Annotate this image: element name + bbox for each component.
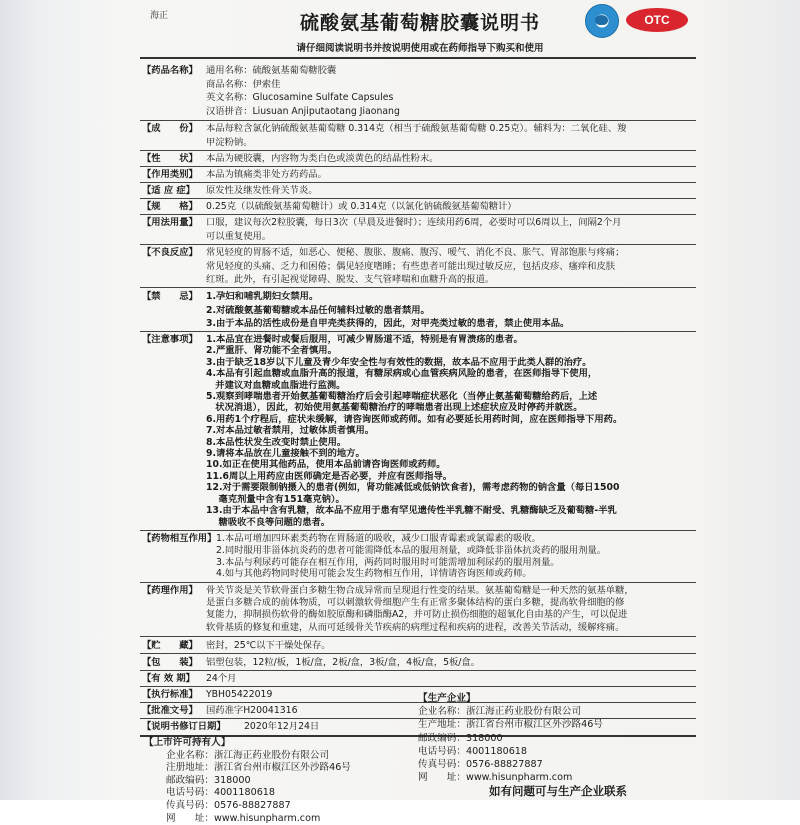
divider	[140, 582, 696, 583]
section-body	[206, 246, 694, 287]
license-holder-block	[144, 737, 351, 825]
section-label: 【药理作用】	[142, 585, 198, 596]
text-line: 骨关节炎是关节软骨蛋白多糖生物合成异常而呈现退行性变的结果。氨基葡萄糖是一种天然的氨基单糖，	[206, 585, 634, 596]
text-line: 5.观察到哮喘患者开始氨基葡萄糖治疗后会引起哮喘症状恶化（当停止氨基葡萄糖给药后，上述	[206, 391, 598, 403]
section-label: 【适 应 症】	[142, 185, 195, 196]
section-body	[206, 656, 694, 670]
divider	[140, 198, 696, 199]
section-label: 【禁 忌】	[142, 291, 198, 302]
text-line: 传真号码：0576-88827887	[166, 799, 291, 811]
divider	[140, 636, 696, 637]
section-label: 【规 格】	[142, 201, 198, 212]
text-line: 是蛋白多糖合成的前体物质，可以刺激软骨细胞产生有正常多聚体结构的蛋白多糖，提高软骨细胞的修	[206, 597, 625, 609]
divider	[140, 214, 696, 215]
text-line: 常见轻度的胃肠不适，如恶心、便秘、腹胀、腹痛、腹泻、嗳气、消化不良、胀气、胃部饱胀与疼痛；	[206, 247, 625, 258]
otc-logo: OTC	[626, 8, 688, 32]
divider	[140, 182, 696, 183]
text-line: 红斑。此外，有引起视觉障碍、脱发、支气管哮喘和血糖升高的报道。	[206, 274, 495, 285]
divider	[140, 653, 696, 654]
text-line: 网 址：www.hisunpharm.com	[418, 772, 573, 784]
text-line: 毫克剂量中含有151毫克钠）。	[206, 493, 345, 505]
section-body	[206, 334, 694, 528]
text-line: 13.由于本品中含有乳糖，故本品不应用于患有罕见遗传性半乳糖不耐受、乳糖酶缺乏及葡萄糖-半乳	[206, 505, 617, 517]
section-body	[206, 184, 694, 198]
text-line: 本品为镇痛类非处方药药品。	[206, 169, 327, 180]
text-line: 0.25克（以硫酸氨基葡萄糖计）或 0.314克（以氯化钠硫酸氨基葡萄糖计）	[206, 201, 517, 212]
text-line: 通用名称：硫酸氨基葡萄糖胶囊	[206, 65, 337, 76]
text-line: 铝塑包装，12粒/板，1板/盒，2板/盒，3板/盒，4板/盒，5板/盒。	[206, 657, 481, 668]
section-label: 【注意事项】	[142, 334, 198, 345]
text-line: 电话号码：4001180618	[418, 745, 528, 757]
section-body	[206, 168, 694, 182]
text-line: 1.本品宜在进餐时或餐后服用，可减少胃肠道不适，特别是有胃溃疡的患者。	[206, 334, 523, 345]
section-label: 【用法用量】	[142, 217, 198, 228]
section-body	[206, 216, 694, 243]
section-body	[206, 152, 694, 166]
section-body	[206, 290, 694, 331]
text-line: 8.本品性状发生改变时禁止使用。	[206, 436, 347, 448]
section-body	[206, 200, 694, 214]
section-label: 【成 份】	[142, 123, 198, 134]
leaflet-sheet	[140, 0, 700, 824]
text-line: 10.如正在使用其他药品，使用本品前请咨询医师或药师。	[206, 459, 446, 471]
text-line: 邮政编码：318000	[418, 732, 503, 744]
text-line: 商品名称：伊索佳	[206, 78, 281, 90]
divider	[140, 57, 696, 59]
text-line: 邮政编码：318000	[166, 774, 251, 786]
text-line: 复能力，抑制损伤软骨的酶如胶原酶和磷脂酶A2，并可防止损伤细胞的超氧化自由基的产生，可以促进	[206, 609, 628, 621]
text-line: 常见轻度的头痛、乏力和困倦；偶见轻度嗜睡；有些患者可能出现过敏反应，包括皮疹、瘙痒和皮肤	[206, 260, 616, 272]
text-line: 2020年12月24日	[244, 721, 320, 732]
section-body	[144, 750, 351, 825]
divider	[140, 287, 696, 288]
section-body	[206, 585, 694, 634]
text-line: 传真号码：0576-88827887	[418, 759, 543, 771]
section-body	[418, 705, 603, 784]
certification-logo-icon	[585, 4, 619, 38]
divider	[140, 331, 696, 332]
text-line: 3.由于本品的活性成份是自甲壳类获得的，因此，对甲壳类过敏的患者，禁止使用本品。	[206, 318, 570, 329]
text-line: 并建议对血糖或血脂进行监测。	[206, 379, 346, 391]
section-label: 【性 状】	[142, 153, 198, 164]
section-label: 【不良反应】	[142, 247, 198, 258]
text-line: 口服，建议每次2粒胶囊，每日3次（早晨及进餐时）；连续用药6周，必要时可以6周以上，间隔2个月	[206, 217, 622, 228]
text-line: 甲淀粉钠。	[206, 136, 253, 148]
text-line: 密封，25℃以下干燥处保存。	[206, 640, 331, 651]
divider	[140, 670, 696, 671]
text-line: 24个月	[206, 673, 237, 684]
section-label: 【上市许可持有人】	[144, 737, 231, 748]
document-title: 硫酸氨基葡萄糖胶囊说明书	[299, 12, 540, 34]
text-line: 企业名称：浙江海正药业股份有限公司	[166, 749, 330, 761]
section-label: 【生产企业】	[418, 693, 476, 704]
divider	[140, 244, 696, 245]
section-label: 【药品名称】	[142, 65, 198, 76]
text-line: 2.对硫酸氨基葡萄糖或本品任何辅料过敏的患者禁用。	[206, 304, 430, 316]
section-label: 【说明书修订日期】	[142, 721, 226, 732]
text-line: 3.本品与利尿药可能存在相互作用，两药同时服用时可能需增加利尿药的服用剂量。	[216, 556, 560, 568]
text-line: 本品为硬胶囊，内容物为类白色或淡黄色的结晶性粉末。	[206, 153, 439, 164]
text-line: 注册地址：浙江省台州市椒江区外沙路46号	[166, 762, 351, 774]
manufacturer-block	[418, 692, 603, 784]
text-line: 7.对本品过敏者禁用，过敏体质者慎用。	[206, 425, 375, 437]
text-line: 1.孕妇和哺乳期妇女禁用。	[206, 291, 319, 302]
section-body	[206, 672, 694, 686]
text-line: 电话号码：4001180618	[166, 787, 276, 799]
section-label: 【药物相互作用】	[142, 533, 217, 544]
text-line: 企业名称：浙江海正药业股份有限公司	[418, 706, 582, 718]
text-line: 生产地址：浙江省台州市椒江区外沙路46号	[418, 719, 603, 731]
section-label: 【包 装】	[142, 657, 198, 668]
text-line: 英文名称：Glucosamine Sulfate Capsules	[206, 92, 394, 103]
brand-mark: 海正	[150, 11, 169, 21]
text-line: 4.如与其他药物同时使用可能会发生药物相互作用，详情请咨询医师或药师。	[216, 568, 532, 580]
text-line: 9.请将本品放在儿童接触不到的地方。	[206, 448, 365, 460]
section-label: 【批准文号】	[142, 705, 198, 716]
divider	[140, 120, 696, 121]
text-line: 状况消退），因此，初始使用氨基葡萄糖治疗的哮喘患者出现上述症状应及时停药并就医。	[206, 402, 583, 414]
contact-note: 如有问题可与生产企业联系	[489, 784, 627, 798]
text-line: 国药准字H20041316	[206, 705, 298, 716]
text-line: YBH05422019	[206, 689, 273, 700]
section-body	[206, 639, 694, 653]
text-line: 6.用药1个疗程后，症状未缓解，请咨询医师或药师。如有必要延长用药时间，应在医师指导下用药。	[206, 413, 623, 425]
text-line: 原发性及继发性骨关节炎。	[206, 185, 318, 196]
text-line: 4.本品有引起血糖或血脂升高的报道，有糖尿病或心血管疾病风险的患者，在医师指导下使用，	[206, 368, 598, 380]
text-line: 可以重复使用。	[206, 230, 272, 242]
section-body	[216, 533, 694, 580]
text-line: 糖吸收不良等问题的患者。	[206, 516, 331, 528]
text-line: 本品每粒含氯化钠硫酸氨基葡萄糖 0.314克（相当于硫酸氨基葡萄糖 0.25克）。辅料为：二氧化硅、羧	[206, 123, 627, 134]
text-line: 网 址：www.hisunpharm.com	[166, 812, 321, 824]
divider	[140, 530, 696, 531]
section-body	[206, 64, 694, 118]
divider	[140, 166, 696, 167]
text-line: 3.由于缺乏18岁以下儿童及青少年安全性与有效性的数据，故本品不应用于此类人群的治疗。	[206, 356, 592, 368]
text-line: 1.本品可增加四环素类药物在胃肠道的吸收，减少口服青霉素或氯霉素的吸收。	[216, 533, 541, 544]
section-label: 【作用类别】	[142, 169, 198, 180]
section-label: 【有 效 期】	[142, 673, 195, 684]
section-label: 【执行标准】	[142, 689, 198, 700]
section-label: 【贮 藏】	[142, 640, 198, 651]
text-line: 汉语拼音：Liusuan Anjiputaotang Jiaonang	[206, 105, 400, 117]
text-line: 软骨基质的修复和重建，从而可延缓骨关节疾病的病理过程和疾病的进程，改善关节活动，缓解疼痛。	[206, 621, 625, 633]
text-line: 11.6周以上用药应由医师确定是否必要，并应有医师指导。	[206, 470, 453, 482]
text-line: 2.同时服用非甾体抗炎药的患者可能需降低本品的服用剂量，或降低非甾体抗炎药的服用剂量。	[216, 544, 607, 556]
document-subtitle: 请仔细阅读说明书并按说明使用或在药师指导下购买和使用	[296, 43, 544, 54]
text-line: 12.对于需要限制钠摄入的患者(例如，肾功能减低或低钠饮食者)，需考虑药物的钠含量（每日1500	[206, 482, 620, 494]
divider	[140, 686, 696, 687]
text-line: 2.严重肝、肾功能不全者慎用。	[206, 345, 337, 357]
divider	[140, 150, 696, 151]
section-body	[206, 122, 694, 149]
